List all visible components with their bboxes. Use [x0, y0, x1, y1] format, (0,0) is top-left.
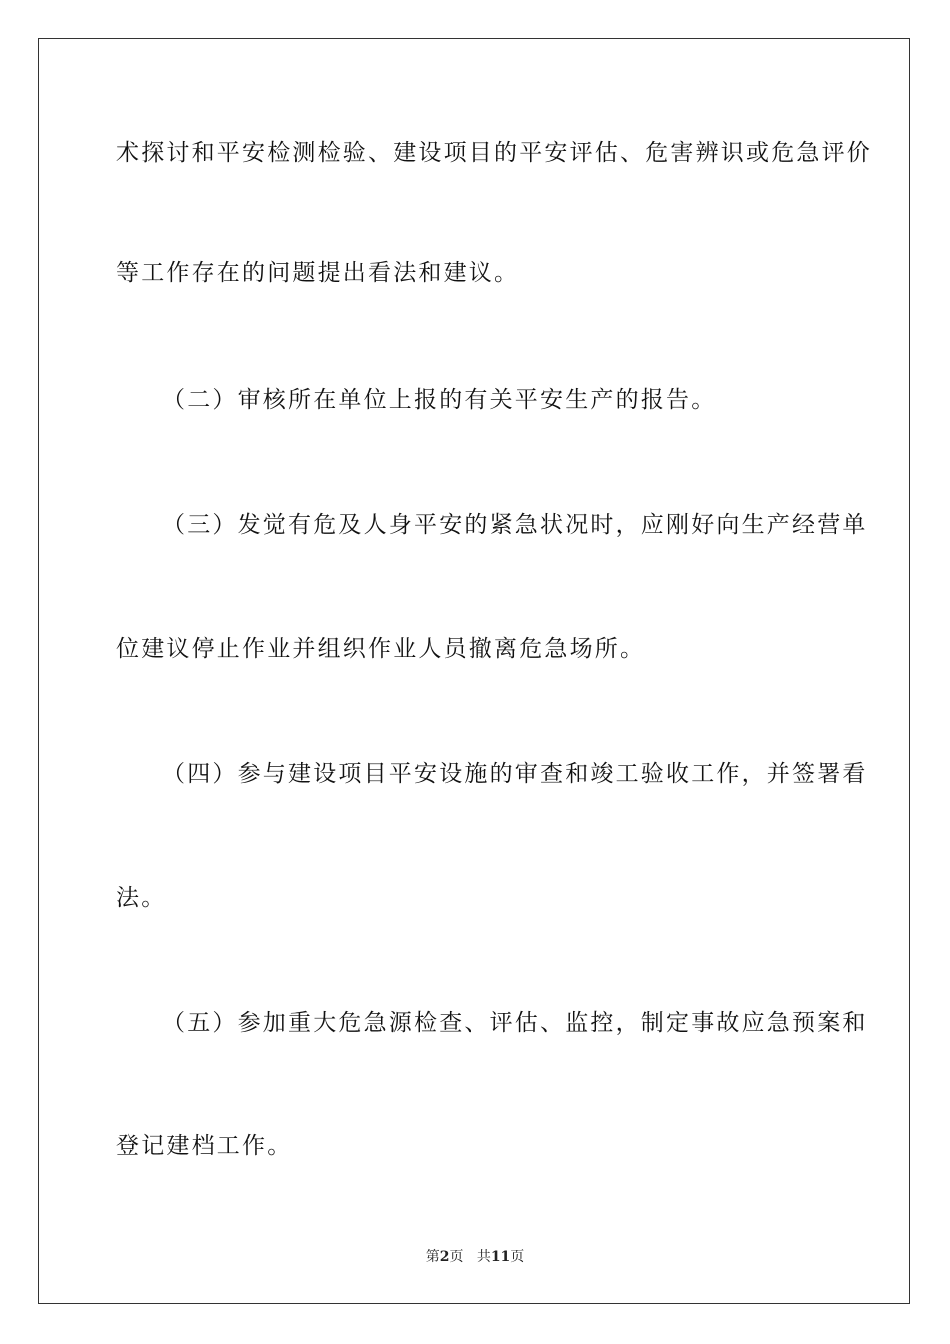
footer-page-number: 2	[439, 1249, 450, 1265]
footer-total-suffix: 页	[510, 1249, 525, 1265]
body-text-line-2: 等工作存在的问题提出看法和建议。	[116, 260, 520, 286]
footer-total-prefix: 共	[476, 1249, 491, 1265]
page-footer	[0, 1248, 950, 1266]
page-border	[38, 38, 910, 1304]
body-text-line-7: 法。	[116, 885, 167, 911]
body-text-line-6: （四）参与建设项目平安设施的审查和竣工验收工作，并签署看	[162, 761, 868, 787]
body-text-line-5: 位建议停止作业并组织作业人员撤离危急场所。	[116, 636, 646, 662]
body-text-line-1: 术探讨和平安检测检验、建设项目的平安评估、危害辨识或危急评价	[116, 140, 872, 166]
body-text-line-4: （三）发觉有危及人身平安的紧急状况时，应刚好向生产经营单	[162, 512, 868, 538]
body-text-line-3: （二）审核所在单位上报的有关平安生产的报告。	[162, 387, 717, 413]
footer-page-suffix: 页	[449, 1249, 464, 1265]
body-text-line-9: 登记建档工作。	[116, 1133, 293, 1159]
footer-page-prefix: 第	[425, 1249, 440, 1265]
footer-total-pages: 11	[490, 1249, 511, 1265]
body-text-line-8: （五）参加重大危急源检查、评估、监控，制定事故应急预案和	[162, 1010, 868, 1036]
